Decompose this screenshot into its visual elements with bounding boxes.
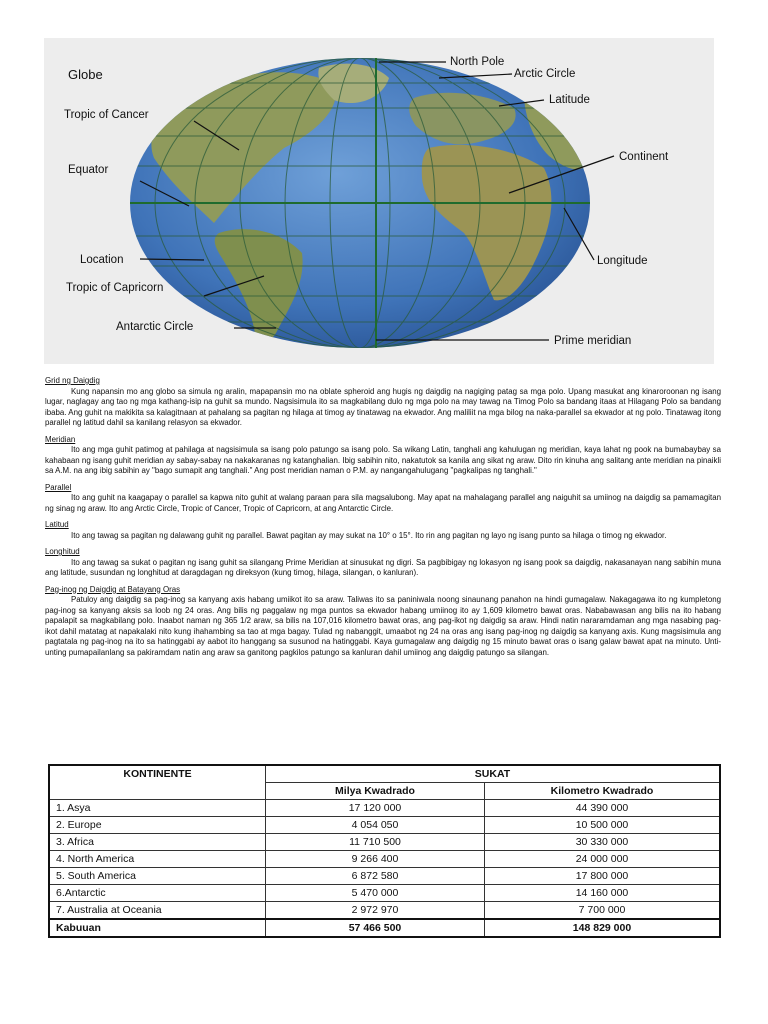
section-parallel — [45, 483, 721, 515]
label-equator: Equator — [68, 164, 109, 176]
cell-kilometro: 17 800 000 — [485, 868, 721, 885]
table-row — [49, 885, 720, 902]
label-prime-meridian: Prime meridian — [554, 335, 632, 347]
table-row — [49, 800, 720, 817]
cell-milya: 4 054 050 — [266, 817, 485, 834]
cell-kilometro: 10 500 000 — [485, 817, 721, 834]
globe-figure — [44, 38, 714, 364]
section-text: Kung napansin mo ang globo sa simula ng aralin, mapapansin mo na oblate spheroid ang hugis ng daigdig na nagiging patag sa mga polo. Upang masukat ang kinaroroonan ng isang lugar, naglagay ang tao ng mga kathang-isip na guhit sa mundo. Nagsisimula ito sa magkabilang dulo ng mga polo na may tawag na Timog Polo sa bandang itaas at Hilagang Polo sa bandang ibaba. Ang guhit na makikita sa kalagitnaan at pahalang sa pagitan ng hilaga at timog ay tinatawag na ekwador. Ang maliliit na mga bilog na naka-parallel sa ekwador at ng polo. Tinatawag itong parallel ng latitud dahil sa kanilang relasyon sa ekwador. — [45, 386, 721, 427]
cell-kilometro: 14 160 000 — [485, 885, 721, 902]
section-title: Parallel — [45, 482, 72, 492]
section-title: Grid ng Daigdig — [45, 376, 100, 385]
section-title: Pag-inog ng Daigdig at Batayang Oras — [45, 584, 181, 594]
label-location: Location — [80, 254, 124, 266]
cell-kilometro: 24 000 000 — [485, 851, 721, 868]
header-kilometro: Kilometro Kwadrado — [485, 783, 721, 800]
cell-milya: 17 120 000 — [266, 800, 485, 817]
table-row — [49, 851, 720, 868]
body-text — [45, 376, 721, 664]
cell-continent: 1. Asya — [49, 800, 266, 817]
table-header-row — [49, 765, 720, 783]
globe-diagram — [44, 38, 714, 364]
cell-continent: 5. South America — [49, 868, 266, 885]
section-text: Patuloy ang daigdig sa pag-inog sa kanyang axis habang umiikot ito sa araw. Taliwas ito sa paniniwala noong sinaunang panahon na hindi gumagalaw. Nakagagawa ito ng kumpletong pag-inog sa kanyang aksis sa loob ng 24 oras. Ang bilis ng paggalaw ng mga puntos sa ekwador habang umiinog ito ay 1,609 kilometro bawat oras. Nababawasan ang bilis na ito habang papalapit sa magkabilang polo. Inaabot naman ng 365 1/2 araw, sa bilis na 107,016 kilometro bawat oras, ang pag-ikot ng daigdig sa araw. Hindi natin nararamdaman ang mga nasabing pag-ikot dahil matatag at napakalaki nito kung ihahambing sa tao at mga bagay. Tulad ng nabanggit, umaabot ng 24 na oras ang isang pag-inog ng daigdig sa kanyang axis. Kung magsisimula ang pagtatala ng pag-inog na ito sa hatinggabi ay aabot ito hanggang sa susunod na hatinggabi. Kaya gumagalaw ang daigdig ng 15 minuto bawat oras o isang galaw bawat apat na minuto. Unti-unting pumapailanlang sa pakiramdam natin ang araw sa ganitong pagkilos patungo sa kanluran dahil umiinog ang daigdig patungo sa silangan. — [45, 595, 721, 657]
label-arctic-circle: Arctic Circle — [514, 68, 576, 80]
cell-milya: 5 470 000 — [266, 885, 485, 902]
table-total-row — [49, 919, 720, 937]
cell-milya: 6 872 580 — [266, 868, 485, 885]
cell-total-kilometro: 148 829 000 — [485, 919, 721, 937]
table-row — [49, 902, 720, 920]
table-row — [49, 817, 720, 834]
label-latitude: Latitude — [549, 94, 590, 106]
section-text: Ito ang tawag sa sukat o pagitan ng isang guhit sa silangang Prime Meridian at sinusukat ng digri. Sa pagbibigay ng lokasyon ng isang pook sa daigdig, nakasanayan nang sabihin muna ang latitude, susundan ng longhitud at daragdagan ng direksyon (kung timog, hilaga, silangan, o kanluran). — [45, 557, 721, 577]
label-longitude: Longitude — [597, 255, 648, 267]
section-text: Ito ang guhit na kaagapay o parallel sa kapwa nito guhit at walang paraan para sila magsalubong. May apat na mahalagang parallel ang naiguhit sa umiinog na daigdig sa pamamagitan ng sinag ng araw. Ito ang Arctic Circle, Tropic of Cancer, Tropic of Capricorn, at ang Antarctic Circle. — [45, 493, 721, 513]
section-latitud — [45, 520, 721, 541]
section-longhitud — [45, 547, 721, 579]
cell-continent: 7. Australia at Oceania — [49, 902, 266, 920]
header-milya: Milya Kwadrado — [266, 783, 485, 800]
label-tropic-of-cancer: Tropic of Cancer — [64, 109, 149, 121]
header-kontinente: KONTINENTE — [49, 765, 266, 800]
cell-milya: 11 710 500 — [266, 834, 485, 851]
cell-continent: 2. Europe — [49, 817, 266, 834]
label-antarctic-circle: Antarctic Circle — [116, 321, 194, 333]
label-north-pole: North Pole — [450, 56, 505, 68]
figure-title: Globe — [68, 67, 103, 82]
cell-continent: 4. North America — [49, 851, 266, 868]
table-row — [49, 868, 720, 885]
cell-kilometro: 44 390 000 — [485, 800, 721, 817]
cell-kilometro: 30 330 000 — [485, 834, 721, 851]
cell-total-milya: 57 466 500 — [266, 919, 485, 937]
cell-continent: 6.Antarctic — [49, 885, 266, 902]
section-title: Longhitud — [45, 547, 80, 556]
section-title: Latitud — [45, 520, 69, 529]
label-tropic-of-capricorn: Tropic of Capricorn — [66, 282, 164, 294]
cell-milya: 9 266 400 — [266, 851, 485, 868]
section-text: Ito ang tawag sa pagitan ng dalawang guhit ng parallel. Bawat pagitan ay may sukat na 10° o 15°. Ito rin ang pagitan ng layo ng isang punto sa hilaga o timog ng ekwador. — [71, 530, 667, 540]
label-continent: Continent — [619, 151, 669, 163]
continent-table — [48, 764, 721, 938]
section-pag-inog — [45, 585, 721, 659]
area-table — [48, 764, 721, 938]
table-row — [49, 834, 720, 851]
section-meridian — [45, 435, 721, 477]
cell-continent: 3. Africa — [49, 834, 266, 851]
header-sukat: SUKAT — [266, 765, 721, 783]
section-title: Meridian — [45, 434, 76, 444]
cell-total-label: Kabuuan — [49, 919, 266, 937]
section-text: Ito ang mga guhit patimog at pahilaga at nagsisimula sa isang polo patungo sa isang polo. Sa wikang Latin, tanghali ang kahulugan ng meridian, kaya lahat ng pook na bumabaybay sa kahabaan ng isang guhit meridian ay sabay-sabay na nakakaranas ng katanghalian. Ibig sabihin nito, nakatutok sa kanila ang sikat ng araw. Dito rin kinuha ang salitang ante meridian na pinaikli sa A.M. na ang ibig sabihin ay "bago sumapit ang tanghali." Ang post meridian naman o P.M. ay nangangahulugang "pagkalipas ng tanghali." — [45, 445, 721, 475]
cell-kilometro: 7 700 000 — [485, 902, 721, 920]
cell-milya: 2 972 970 — [266, 902, 485, 920]
section-grid — [45, 376, 721, 429]
